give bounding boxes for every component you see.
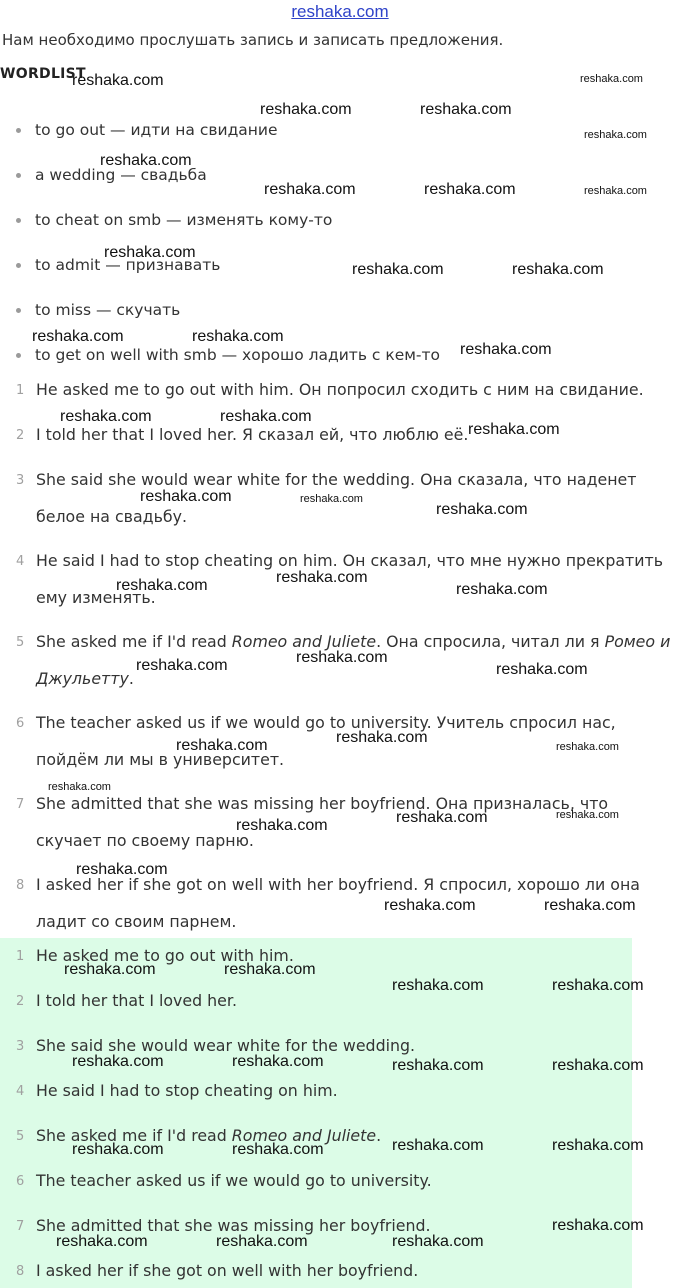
watermark: reshaka.com <box>336 729 428 746</box>
watermark: reshaka.com <box>192 328 284 345</box>
bullet-icon <box>16 263 21 268</box>
answer-number: 1 <box>16 949 25 964</box>
list-item: a wedding — свадьба <box>16 166 207 184</box>
sentence: She said she would wear white for the wedding. Она сказала, что наденет белое на свадьбу. <box>36 470 637 526</box>
watermark: reshaka.com <box>32 328 124 345</box>
answer-sentence: I told her that I loved her. <box>36 991 237 1010</box>
watermark: reshaka.com <box>72 72 164 89</box>
list-item: to go out — идти на свидание <box>16 121 278 139</box>
watermark: reshaka.com <box>352 261 444 278</box>
answer-sentence: He asked me to go out with him. <box>36 946 294 965</box>
watermark: reshaka.com <box>140 488 232 505</box>
watermark: reshaka.com <box>392 977 484 994</box>
answer-number: 3 <box>16 1039 25 1054</box>
answer-sentence: He said I had to stop cheating on him. <box>36 1081 338 1100</box>
watermark: reshaka.com <box>392 1137 484 1154</box>
sentence-number: 8 <box>16 878 25 893</box>
watermark: reshaka.com <box>276 569 368 586</box>
watermark: reshaka.com <box>236 817 328 834</box>
sentence: I told her that I loved her. Я сказал ей, что люблю её. <box>36 425 469 444</box>
watermark: reshaka.com <box>512 261 604 278</box>
watermark: reshaka.com <box>580 73 643 85</box>
watermark: reshaka.com <box>116 577 208 594</box>
watermark: reshaka.com <box>224 961 316 978</box>
watermark: reshaka.com <box>48 781 111 793</box>
watermark: reshaka.com <box>72 1053 164 1070</box>
watermark: reshaka.com <box>584 185 647 197</box>
watermark: reshaka.com <box>552 1217 644 1234</box>
watermark: reshaka.com <box>552 1137 644 1154</box>
watermark: reshaka.com <box>496 661 588 678</box>
watermark: reshaka.com <box>392 1233 484 1250</box>
answer-number: 7 <box>16 1219 25 1234</box>
watermark: reshaka.com <box>232 1053 324 1070</box>
answer-number: 8 <box>16 1264 25 1279</box>
watermark: reshaka.com <box>104 244 196 261</box>
sentence-number: 4 <box>16 554 25 569</box>
answer-sentence: The teacher asked us if we would go to university. <box>36 1171 432 1190</box>
watermark: reshaka.com <box>176 737 268 754</box>
watermark: reshaka.com <box>136 657 228 674</box>
watermark: reshaka.com <box>584 129 647 141</box>
list-item: to get on well with smb — хорошо ладить с кем-то <box>16 346 440 364</box>
watermark: reshaka.com <box>460 341 552 358</box>
watermark: reshaka.com <box>100 152 192 169</box>
answer-number: 5 <box>16 1129 25 1144</box>
watermark: reshaka.com <box>468 421 560 438</box>
watermark: reshaka.com <box>76 861 168 878</box>
watermark: reshaka.com <box>456 581 548 598</box>
answer-sentence: She asked me if I'd read Romeo and Juliete. <box>36 1126 382 1145</box>
sentence-number: 6 <box>16 716 25 731</box>
watermark: reshaka.com <box>384 897 476 914</box>
sentence-number: 5 <box>16 635 25 650</box>
watermark: reshaka.com <box>552 977 644 994</box>
answer-number: 2 <box>16 994 25 1009</box>
watermark: reshaka.com <box>296 649 388 666</box>
watermark: reshaka.com <box>556 741 619 753</box>
sentence: He said I had to stop cheating on him. Он сказал, что мне нужно прекратить ему изменять. <box>36 551 664 607</box>
watermark: reshaka.com <box>392 1057 484 1074</box>
watermark: reshaka.com <box>544 897 636 914</box>
bullet-icon <box>16 173 21 178</box>
answer-number: 6 <box>16 1174 25 1189</box>
watermark: reshaka.com <box>220 408 312 425</box>
watermark: reshaka.com <box>60 408 152 425</box>
list-item: to admit — признавать <box>16 256 220 274</box>
intro-text: Нам необходимо прослушать запись и записать предложения. <box>2 31 504 49</box>
watermark: reshaka.com <box>552 1057 644 1074</box>
site-link[interactable]: reshaka.com <box>291 2 389 21</box>
watermark: reshaka.com <box>260 101 352 118</box>
sentence: The teacher asked us if we would go to university. Учитель спросил нас, пойдём ли мы в университет. <box>36 713 616 769</box>
sentence-number: 1 <box>16 383 25 398</box>
sentence: He asked me to go out with him. Он попросил сходить с ним на свидание. <box>36 380 644 399</box>
watermark: reshaka.com <box>56 1233 148 1250</box>
wordlist-heading: WORDLIST <box>0 66 86 82</box>
answer-sentence: She said she would wear white for the wedding. <box>36 1036 416 1055</box>
watermark: reshaka.com <box>64 961 156 978</box>
bullet-icon <box>16 308 21 313</box>
bullet-icon <box>16 128 21 133</box>
bullet-icon <box>16 218 21 223</box>
answer-sentence: I asked her if she got on well with her boyfriend. <box>36 1261 419 1280</box>
watermark: reshaka.com <box>232 1141 324 1158</box>
watermark: reshaka.com <box>264 181 356 198</box>
sentence: I asked her if she got on well with her boyfriend. Я спросил, хорошо ли она ладит со своим парнем. <box>36 875 640 931</box>
watermark: reshaka.com <box>420 101 512 118</box>
sentence-number: 7 <box>16 797 25 812</box>
answer-sentence: She admitted that she was missing her boyfriend. <box>36 1216 431 1235</box>
watermark: reshaka.com <box>396 809 488 826</box>
watermark: reshaka.com <box>216 1233 308 1250</box>
answer-number: 4 <box>16 1084 25 1099</box>
bullet-icon <box>16 353 21 358</box>
sentence-number: 3 <box>16 473 25 488</box>
sentence: She asked me if I'd read Romeo and Juliete. Она спросила, читал ли я Ромео и Джульетту. <box>36 632 671 688</box>
sentence-number: 2 <box>16 428 25 443</box>
list-item: to cheat on smb — изменять кому-то <box>16 211 332 229</box>
watermark: reshaka.com <box>72 1141 164 1158</box>
list-item: to miss — скучать <box>16 301 180 319</box>
watermark: reshaka.com <box>556 809 619 821</box>
watermark: reshaka.com <box>424 181 516 198</box>
watermark: reshaka.com <box>300 493 363 505</box>
sentence: She admitted that she was missing her boyfriend. Она призналась, что скучает по своему парню. <box>36 794 609 850</box>
watermark: reshaka.com <box>436 501 528 518</box>
